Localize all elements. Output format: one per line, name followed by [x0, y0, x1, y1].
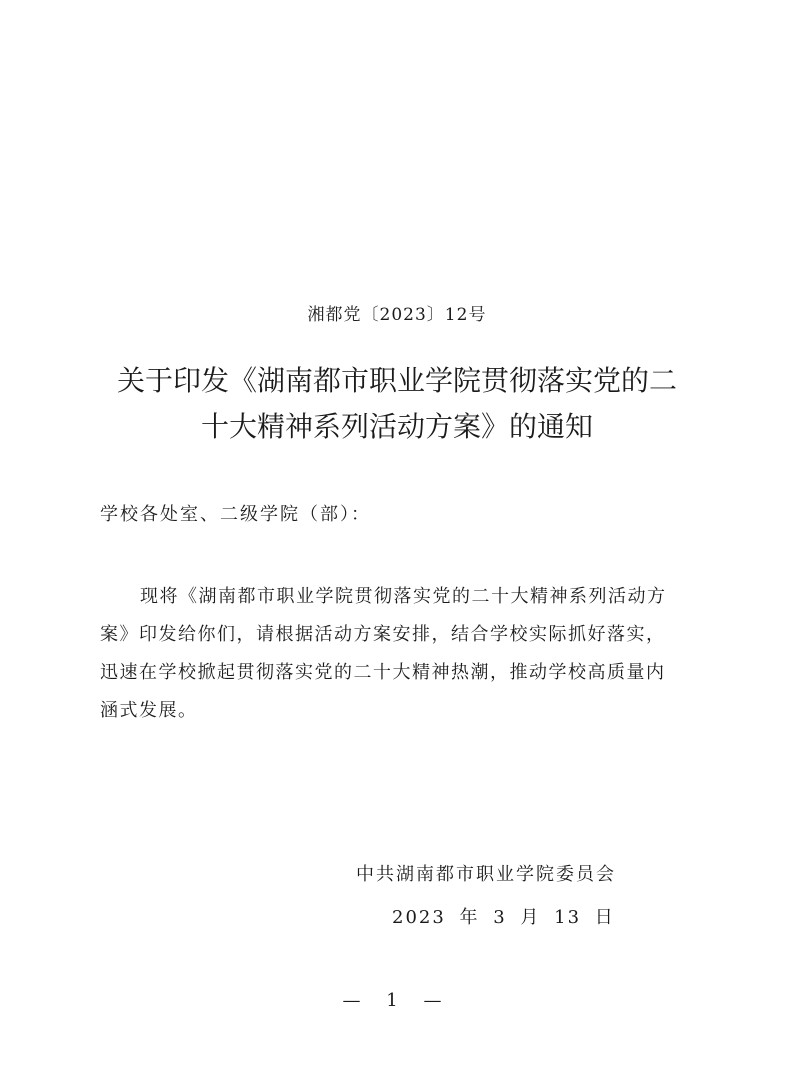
page-number: — 1 — [342, 990, 452, 1011]
document-title [60, 358, 734, 450]
signature-organization: 中共湖南都市职业学院委员会 [356, 864, 616, 885]
signature-date: 2023 年 3 月 13 日 [392, 907, 615, 928]
salutation: 学校各处室、二级学院（部）： [100, 504, 371, 525]
document-number: 湘都党〔2023〕12号 [307, 305, 487, 325]
body-paragraph [100, 578, 720, 730]
body-line-3: 迅速在学校掀起贯彻落实党的二十大精神热潮，推动学校高质量内 [100, 662, 666, 683]
body-line-4: 涵式发展。 [100, 700, 198, 721]
title-line-2: 十大精神系列活动方案》的通知 [200, 410, 593, 443]
body-line-1: 现将《湖南都市职业学院贯彻落实党的二十大精神系列活动方 [140, 586, 667, 607]
title-line-1: 关于印发《湖南都市职业学院贯彻落实党的二 [116, 364, 677, 397]
body-line-2: 案》印发给你们，请根据活动方案安排，结合学校实际抓好落实， [100, 624, 666, 645]
